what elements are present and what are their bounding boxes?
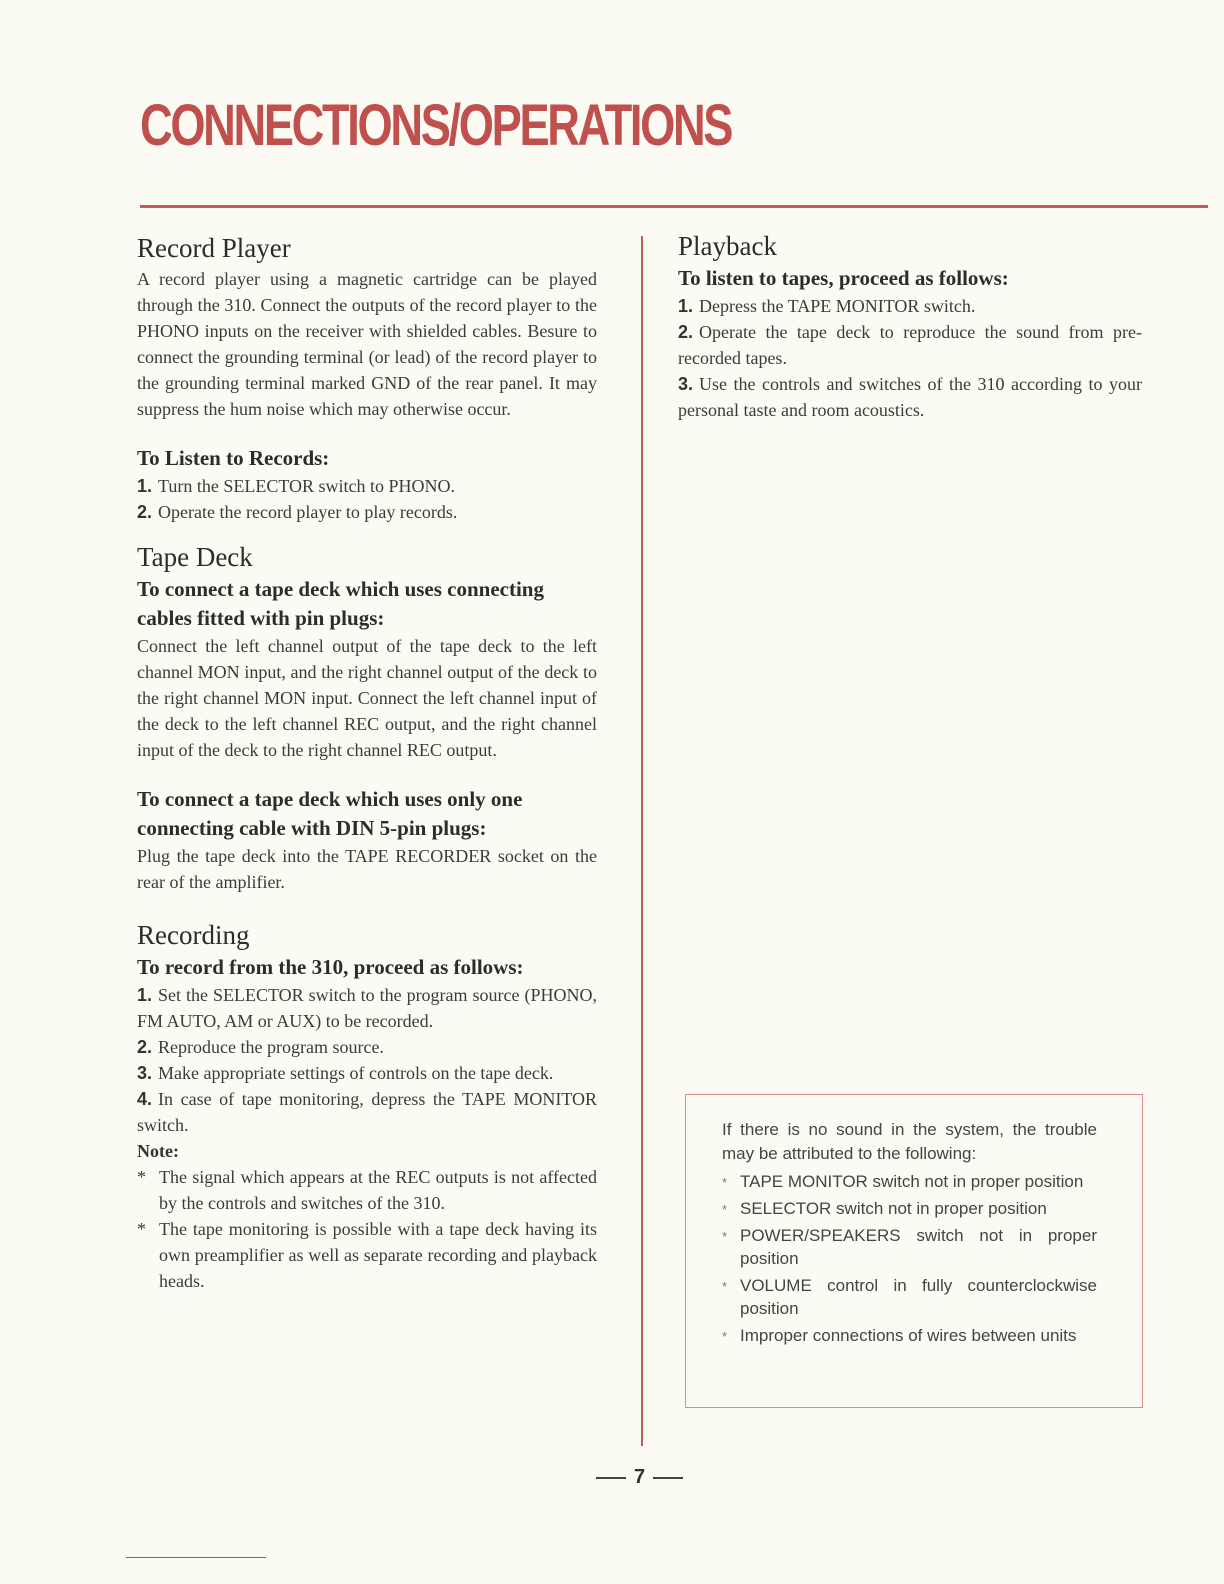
tape-deck-heading: Tape Deck — [137, 542, 253, 572]
recording-subheading: To record from the 310, proceed as follows: — [137, 955, 524, 979]
playback-heading: Playback — [678, 231, 777, 261]
page-title: CONNECTIONS/OPERATIONS — [140, 93, 732, 158]
note-label: Note: — [137, 1141, 179, 1161]
troubleshooting-item: * POWER/SPEAKERS switch not in proper position — [722, 1224, 1097, 1270]
page-number: 7 — [634, 1466, 646, 1488]
recording-heading: Recording — [137, 920, 250, 950]
note-item: * The tape monitoring is possible with a tape deck having its own preamplifier as well as separate recording and playback heads. — [137, 1216, 597, 1294]
troubleshooting-list — [722, 1170, 1097, 1347]
header-rule — [140, 205, 1208, 208]
record-player-heading: Record Player — [137, 233, 291, 263]
page-number-footer — [588, 1466, 691, 1489]
list-item: 2. Operate the tape deck to reproduce the sound from pre-recorded tapes. — [678, 322, 1142, 368]
playback-subheading: To listen to tapes, proceed as follows: — [678, 266, 1009, 290]
troubleshooting-item: * TAPE MONITOR switch not in proper position — [722, 1170, 1097, 1193]
list-item: 2. Reproduce the program source. — [137, 1037, 384, 1057]
list-item: 4. In case of tape monitoring, depress the TAPE MONITOR switch. — [137, 1089, 597, 1135]
pin-plugs-text: Connect the left channel output of the tape deck to the left channel MON input, and the right channel output of the deck to the right channel MON input. Connect the left channel input of the deck to the left channel REC output, and the right channel input of the deck to the right channel REC output. — [137, 636, 597, 760]
list-item: 2. Operate the record player to play records. — [137, 502, 458, 522]
column-divider — [641, 236, 643, 1446]
listen-records-heading: To Listen to Records: — [137, 446, 330, 470]
list-item: 3. Use the controls and switches of the 310 according to your personal taste and room acoustics. — [678, 374, 1142, 420]
note-item: * The signal which appears at the REC outputs is not affected by the controls and switches of the 310. — [137, 1164, 597, 1216]
troubleshooting-item: * Improper connections of wires between units — [722, 1324, 1097, 1347]
playback-steps — [678, 293, 1142, 423]
right-column — [678, 228, 1142, 423]
listen-records-steps — [137, 473, 597, 525]
din-plugs-text: Plug the tape deck into the TAPE RECORDER socket on the rear of the amplifier. — [137, 846, 597, 892]
record-player-intro: A record player using a magnetic cartridge can be played through the 310. Connect the outputs of the record player to the PHONO inputs on the receiver with shielded cables. Besure to connect the grounding terminal (or lead) of the record player to the grounding terminal marked GND of the rear panel. It may suppress the hum noise which may otherwise occur. — [137, 269, 597, 419]
recording-notes — [137, 1164, 597, 1294]
recording-steps — [137, 982, 597, 1138]
din-plugs-heading: To connect a tape deck which uses only one connecting cable with DIN 5-pin plugs: — [137, 787, 523, 840]
pin-plugs-heading: To connect a tape deck which uses connecting cables fitted with pin plugs: — [137, 577, 544, 630]
footer-line — [126, 1557, 266, 1558]
troubleshooting-item: * VOLUME control in fully counterclockwise position — [722, 1274, 1097, 1320]
dash-right — [653, 1477, 683, 1479]
troubleshooting-intro: If there is no sound in the system, the trouble may be attributed to the following: — [722, 1120, 1097, 1163]
left-column — [137, 230, 597, 1294]
list-item: 1. Turn the SELECTOR switch to PHONO. — [137, 476, 456, 496]
troubleshooting-box — [685, 1094, 1143, 1408]
list-item: 3. Make appropriate settings of controls on the tape deck. — [137, 1063, 554, 1083]
list-item: 1. Set the SELECTOR switch to the program source (PHONO, FM AUTO, AM or AUX) to be recorded. — [137, 985, 597, 1031]
dash-left — [596, 1477, 626, 1479]
list-item: 1. Depress the TAPE MONITOR switch. — [678, 296, 976, 316]
troubleshooting-item: * SELECTOR switch not in proper position — [722, 1197, 1097, 1220]
